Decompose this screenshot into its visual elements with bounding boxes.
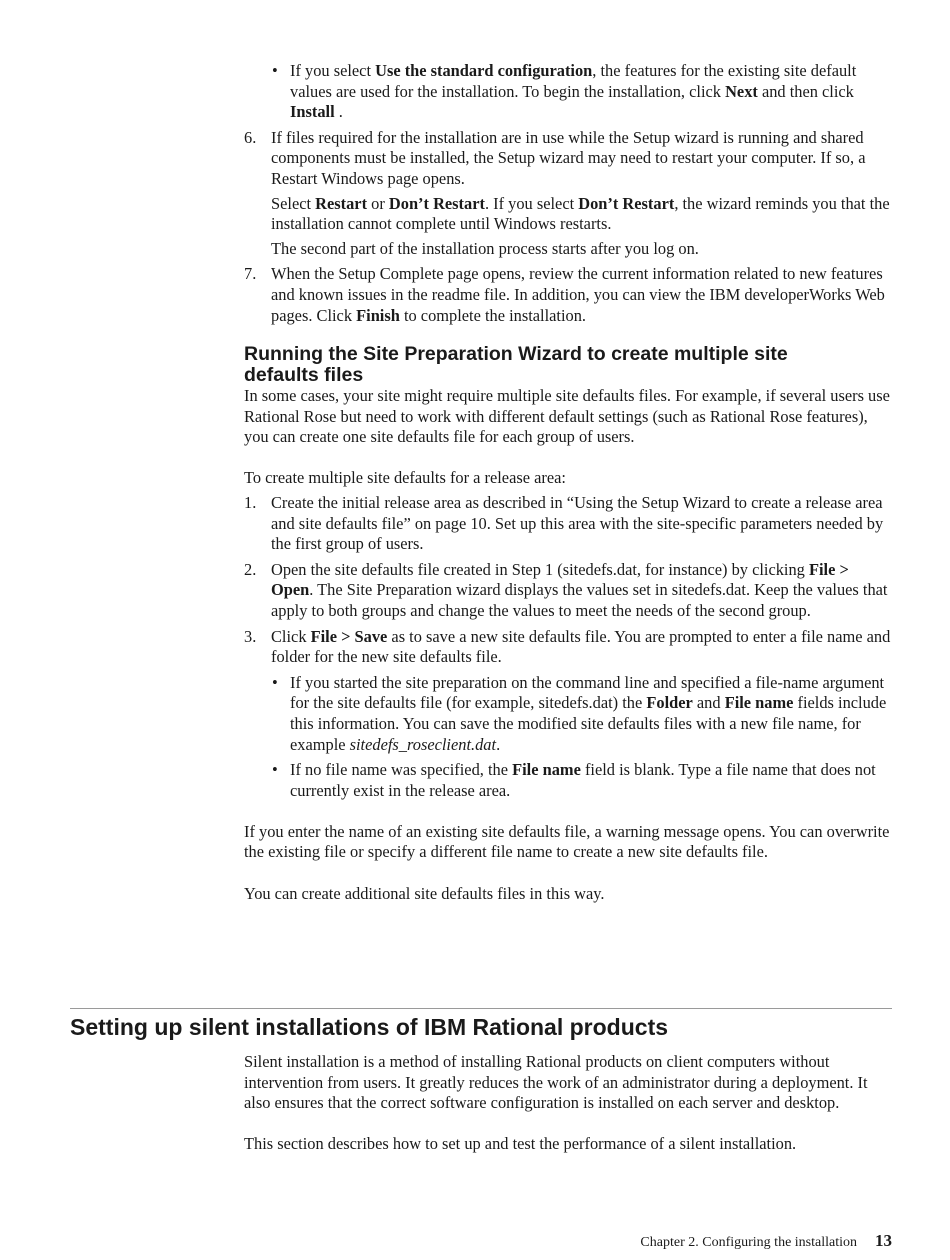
section-heading: Running the Site Preparation Wizard to create multiple site defaults files bbox=[244, 343, 788, 386]
step-6-second-part: The second part of the installation process starts after you log on. bbox=[271, 238, 699, 258]
silent-intro: Silent installation is a method of installing Rational products on client computers without intervention from users. It greatly reduces the work of an administrator during a deployment. It also ensures that the correct software configuration is installed on each server and desktop. bbox=[244, 1052, 868, 1113]
silent-description: This section describes how to set up and test the performance of a silent installation. bbox=[244, 1134, 797, 1154]
bullet-command-line bbox=[272, 672, 894, 755]
step-number: 2. bbox=[244, 559, 257, 579]
section-heading-silent: Setting up silent installations of IBM Rational products bbox=[70, 1014, 669, 1040]
steps-lead: To create multiple site defaults for a release area: bbox=[244, 468, 566, 488]
step-number: 1. bbox=[244, 492, 257, 512]
step-6 bbox=[244, 128, 894, 260]
step-number: 7. bbox=[244, 264, 257, 284]
section-intro: In some cases, your site might require multiple site defaults files. For example, if several users use Rational Rose but need to work with different default settings (such as Rational Rose features), you can create one site defaults file for each group of users. bbox=[244, 386, 890, 447]
step-3-text: Click File > Save as to save a new site defaults file. You are prompted to enter a file name and folder for the new site defaults file. bbox=[271, 626, 891, 667]
page-number: 13 bbox=[875, 1231, 892, 1250]
step-7 bbox=[244, 264, 894, 326]
additional-files-paragraph: You can create additional site defaults files in this way. bbox=[244, 883, 605, 903]
step-2-text: Open the site defaults file created in Step 1 (sitedefs.dat, for instance) by clicking File > Open. The Site Preparation wizard displays the values set in sitedefs.dat. Keep the values that apply to both groups and change the values to meet the needs of the second group. bbox=[271, 559, 888, 620]
bullet-text: If no file name was specified, the File name field is blank. Type a file name that does not currently exist in the release area. bbox=[290, 760, 876, 800]
step-6-restart-text: Select Restart or Don’t Restart. If you select Don’t Restart, the wizard reminds you that the installation cannot complete until Windows restarts. bbox=[271, 193, 890, 234]
bullet-marker: • bbox=[272, 760, 278, 780]
step-3 bbox=[244, 627, 894, 802]
step-1 bbox=[244, 493, 894, 555]
install-steps-continued bbox=[244, 61, 894, 326]
bullet-marker: • bbox=[272, 672, 278, 692]
step-number: 3. bbox=[244, 626, 257, 646]
bullet-standard-configuration bbox=[272, 61, 894, 123]
footer-chapter: Chapter 2. Configuring the installation bbox=[640, 1235, 857, 1250]
step-number: 6. bbox=[244, 127, 257, 147]
section-divider bbox=[70, 1008, 892, 1009]
section-silent-installations bbox=[244, 1052, 894, 1155]
step-2 bbox=[244, 560, 894, 622]
bullet-marker: • bbox=[272, 61, 278, 80]
existing-file-paragraph: If you enter the name of an existing site defaults file, a warning message opens. You can overwrite the existing file or specify a different file name to create a new site defaults file. bbox=[244, 821, 890, 862]
step-6-text: If files required for the installation are in use while the Setup wizard is running and shared components must be installed, the Setup wizard may need to restart your computer. If so, a Restart Windows page opens. bbox=[271, 127, 866, 188]
step-1-text: Create the initial release area as described in “Using the Setup Wizard to create a release area and site defaults file” on page 10. Set up this area with the site-specific parameters needed by the first group of users. bbox=[271, 492, 884, 554]
bullet-text: If you started the site preparation on the command line and specified a file-name argument for the site defaults file (for example, sitedefs.dat) the Folder and File name fields include this information. You can save the modified site defaults files with a new file name, for example sitedefs_roseclient.dat. bbox=[290, 672, 887, 754]
section-multiple-site-defaults bbox=[244, 344, 894, 904]
bullet-text: If you select Use the standard configuration, the features for the existing site default values are used for the installation. To begin the installation, click Next and then click Install . bbox=[290, 61, 857, 122]
step-7-text: When the Setup Complete page opens, review the current information related to new features and known issues in the readme file. In addition, you can view the IBM developerWorks Web pages. Click Finish to complete the installation. bbox=[271, 264, 885, 325]
bullet-no-file-name bbox=[272, 760, 894, 801]
page-footer bbox=[640, 1232, 892, 1252]
